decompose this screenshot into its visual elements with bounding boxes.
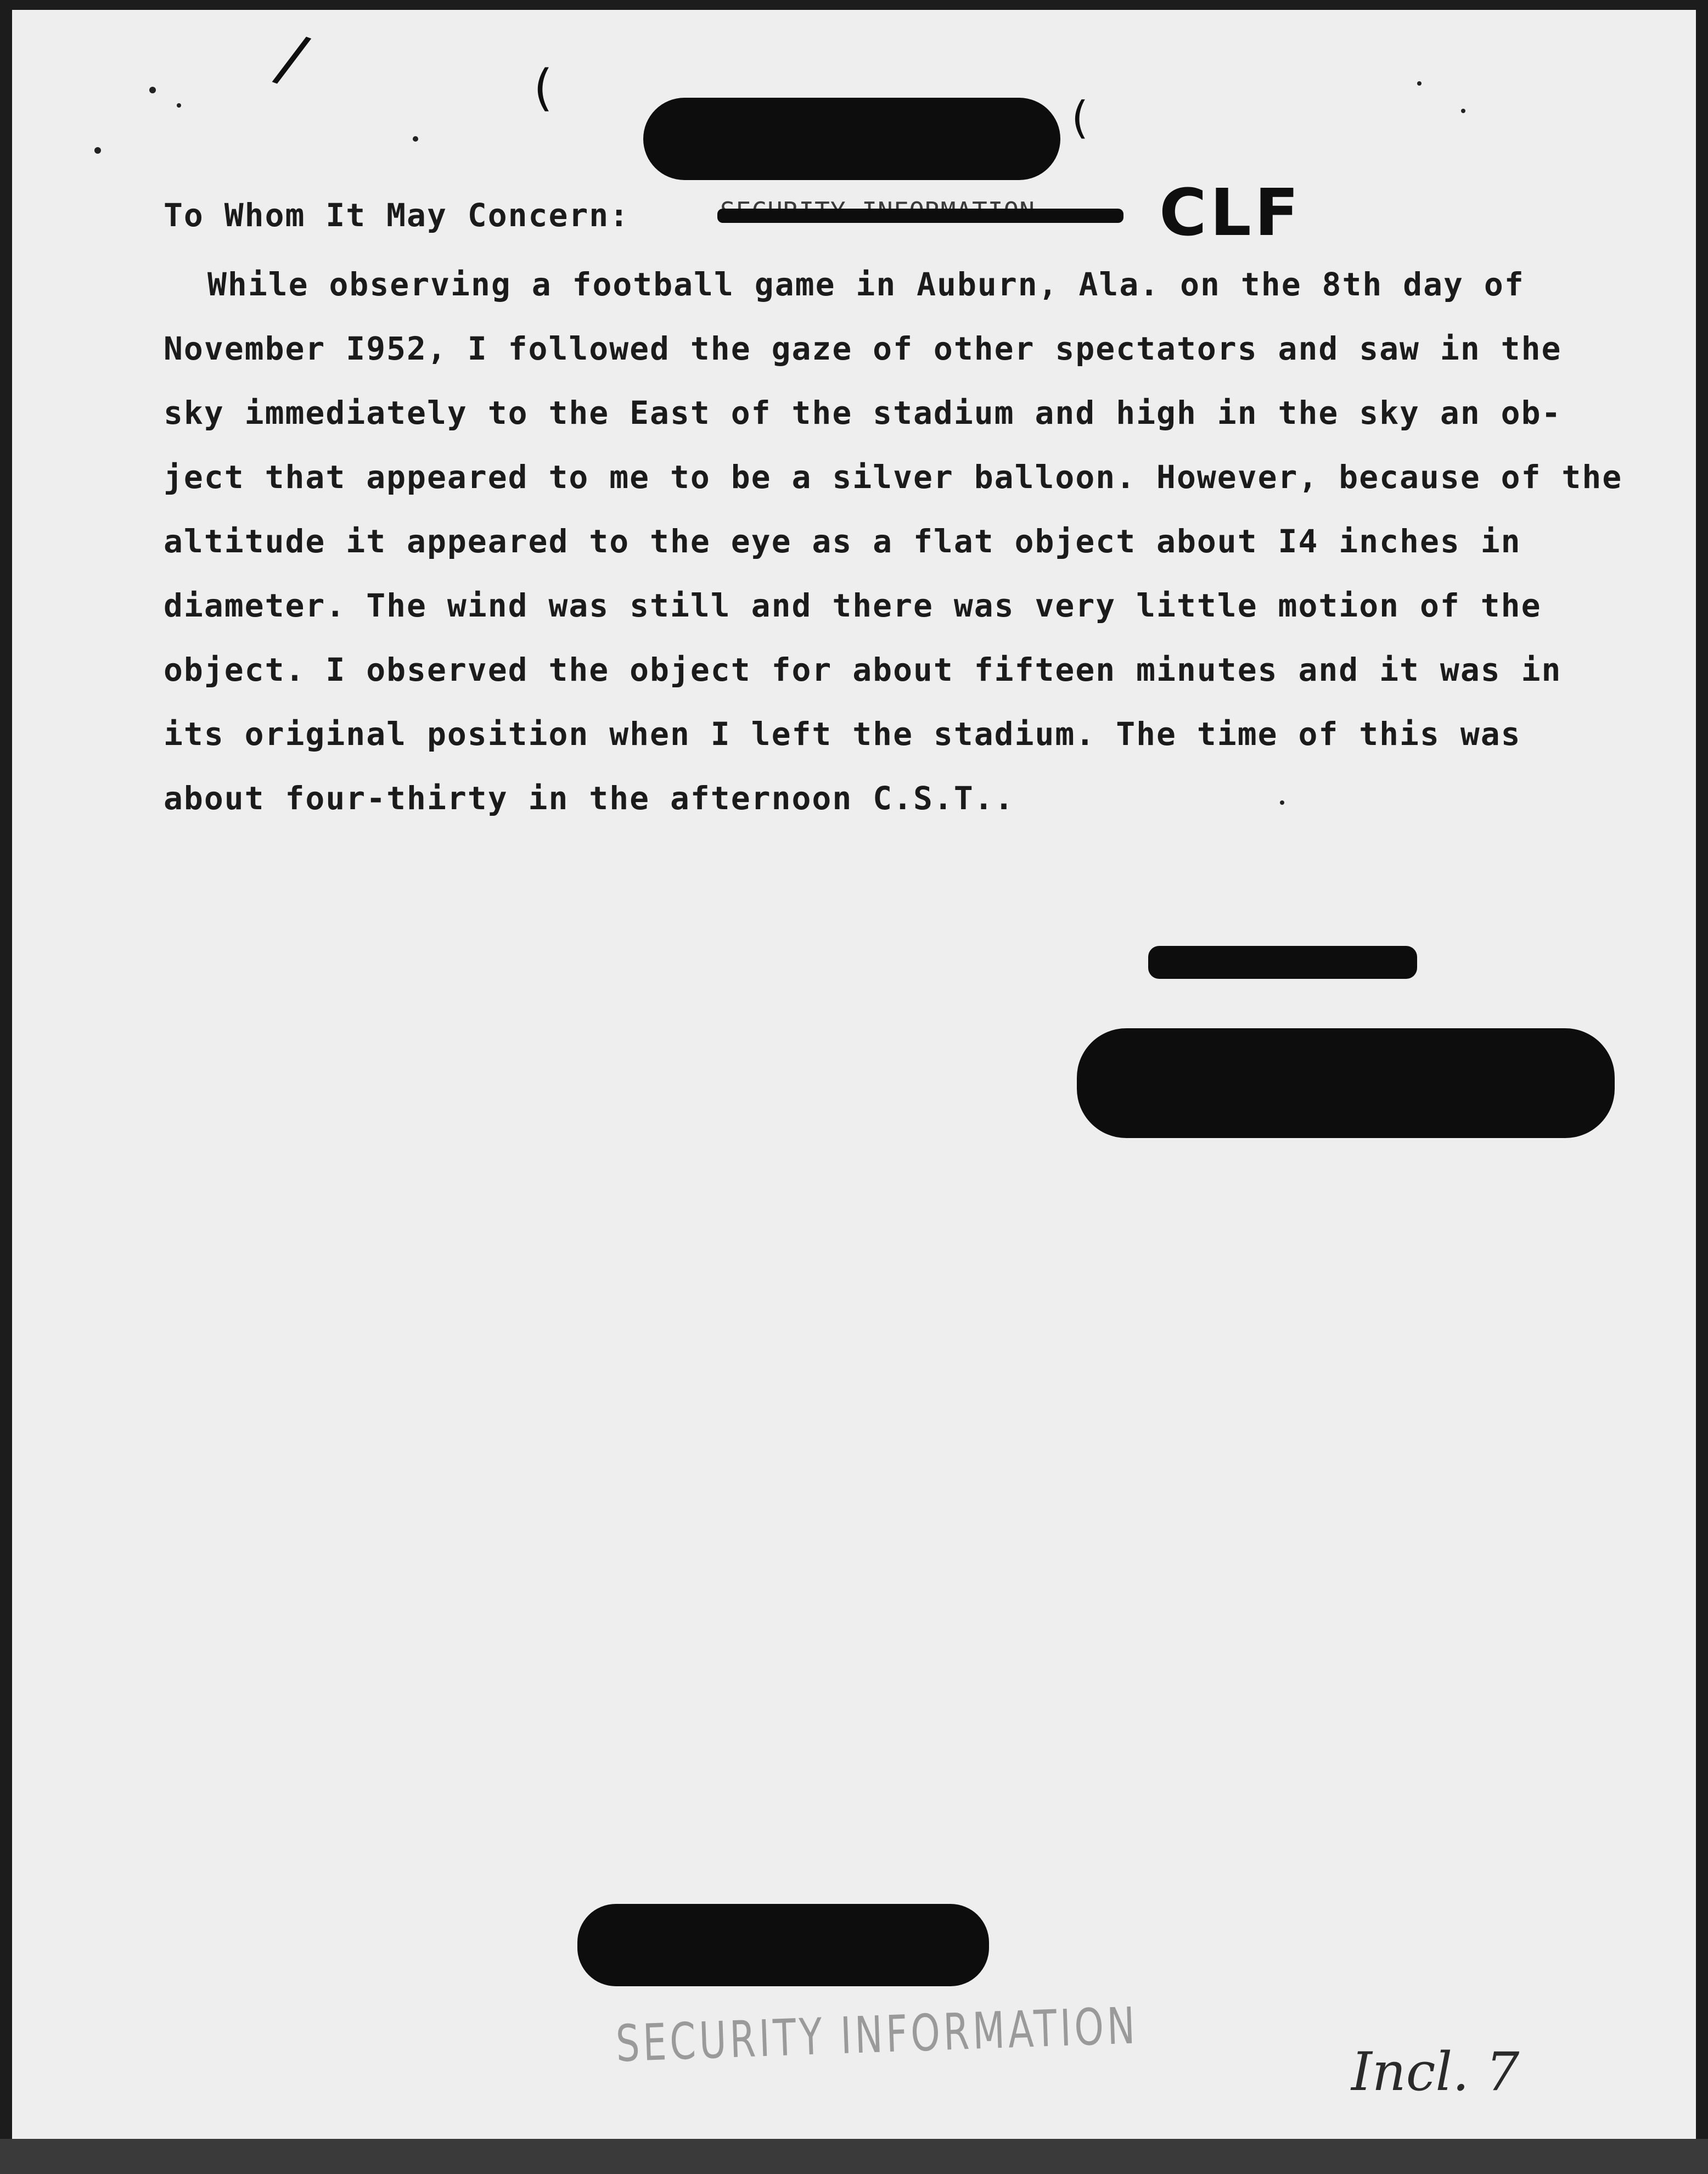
handwritten-note: Incl. 7	[1351, 2041, 1520, 2103]
body-line-1: While observing a football game in Auburn, Ala. on the 8th day of	[207, 266, 1525, 303]
speck	[177, 103, 181, 108]
top-paren-mark: (	[533, 59, 553, 117]
body-line-9: about four-thirty in the afternoon C.S.T..	[164, 780, 1015, 817]
body-line-8: its original position when I left the stadium. The time of this was	[164, 715, 1521, 753]
speck	[1417, 81, 1422, 86]
document-page	[12, 10, 1696, 2139]
redaction-signature-name	[1148, 946, 1417, 979]
salutation: To Whom It May Concern:	[164, 197, 630, 234]
speck	[94, 147, 101, 154]
redaction-signature-block	[1077, 1028, 1615, 1138]
redaction-header	[643, 98, 1060, 180]
top-paren-mark-right: (	[1071, 92, 1089, 143]
body-line-4: ject that appeared to me to be a silver balloon. However, because of the	[164, 458, 1623, 496]
classification-mark: CLF	[1159, 175, 1302, 250]
security-information-stamp: SECURITY INFORMATION	[615, 1997, 1139, 2074]
body-line-2: November I952, I followed the gaze of other spectators and saw in the	[164, 330, 1562, 367]
top-slash-mark: /	[268, 19, 316, 99]
speck	[149, 87, 156, 93]
body-line-3: sky immediately to the East of the stadium and high in the sky an ob-	[164, 394, 1562, 432]
speck	[1280, 800, 1284, 805]
redaction-footer	[577, 1904, 989, 1986]
body-line-7: object. I observed the object for about fifteen minutes and it was in	[164, 651, 1562, 688]
speck	[413, 136, 418, 142]
strike-bar	[717, 209, 1123, 223]
scan-bottom-edge	[0, 2139, 1708, 2174]
body-line-6: diameter. The wind was still and there was very little motion of the	[164, 587, 1542, 624]
speck	[1461, 109, 1465, 113]
body-line-5: altitude it appeared to the eye as a flat object about I4 inches in	[164, 523, 1521, 560]
